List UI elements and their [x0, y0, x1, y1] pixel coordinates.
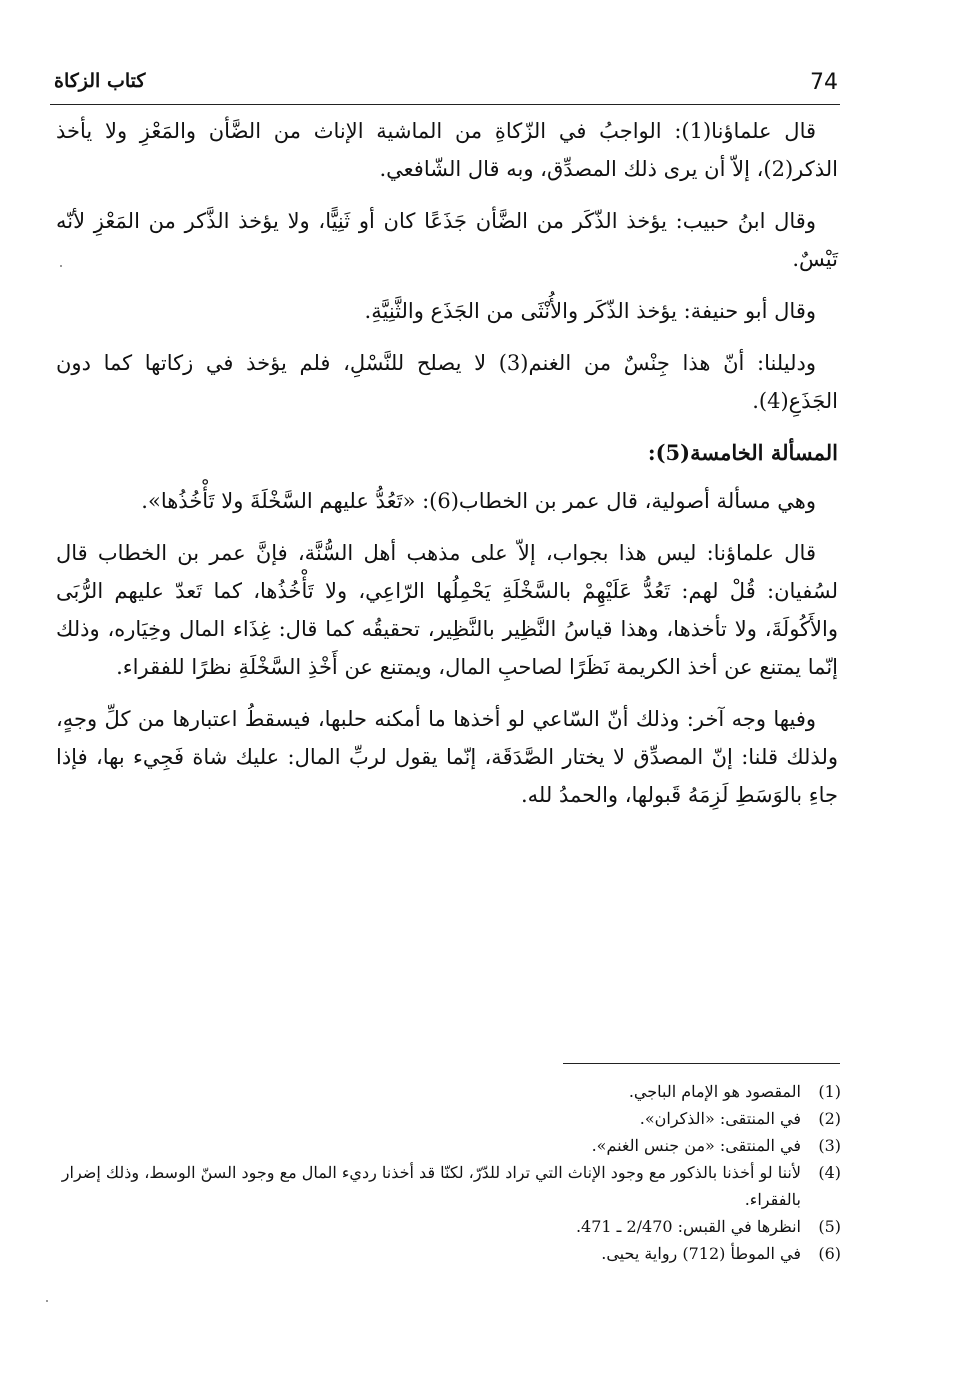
footnote-text: المقصود هو الإمام الباجي.: [628, 1082, 801, 1101]
footnote-item: [56, 1159, 841, 1213]
footnote-text: في المنتقى: «الذكران».: [639, 1109, 801, 1128]
scan-speck: [60, 265, 62, 267]
page-number: 74: [810, 70, 838, 95]
footnote-number: (3): [818, 1136, 841, 1155]
footnote-number: (6): [818, 1244, 841, 1263]
footnote-item: [56, 1132, 841, 1159]
footnote-item: [56, 1213, 841, 1240]
paragraph-2: وقال ابنُ حبيب: يؤخذ الذّكَر من الضَّأن جَذَعًا كان أو ثَنِيًّا، ولا يؤخذ الذَّكر من المَعْزِ لأنّه تَيْسٌ.: [56, 209, 838, 271]
section-heading: المسألة الخامسة(5):: [647, 440, 838, 465]
header-rule: [50, 104, 840, 105]
paragraph-4: ودليلنا: أنّ هذا جِنْسٌ من الغنم(3) لا يصلح للنَّسْلِ، فلم يؤخذ في زكاتها كما دون الجَذَعِ(4).: [56, 351, 838, 413]
footnote-text: انظرها في القبس: 2/470 ـ 471.: [575, 1217, 801, 1236]
footnote-text: لأننا لو أخذنا بالذكور مع وجود الإناث التي تراد للدّرّ، لكنّا قد أخذنا رديء المال مع وجود السنّ الوسط، وذلك إضرار بالفقراء.: [61, 1163, 801, 1209]
footnote-number: (2): [818, 1109, 841, 1128]
running-header: [48, 68, 848, 100]
footnote-text: في الموطأ (712) رواية يحيى.: [601, 1244, 801, 1263]
paragraph-7: وفيها وجه آخر: وذلك أنّ السّاعي لو أخذها ما أمكنه حلبها، فيسقطُ اعتبارها من كلِّ وجهٍ، ولذلك قلنا: إنّ المصدِّق لا يختار الصَّدَقَة، إنّما يقول لربِّ المال: عليك شاة فَجِيء بها، فإذا جاءِ بالوَسَطِ لَزِمَهُ قَبولها، والحمدُ لله.: [56, 707, 838, 807]
footnote-item: [56, 1078, 841, 1105]
footnote-number: (1): [818, 1082, 841, 1101]
main-text: [56, 112, 838, 828]
footnote-rule: [563, 1063, 840, 1064]
scan-speck: [46, 1300, 48, 1302]
footnote-item: [56, 1240, 841, 1267]
paragraph-6: قال علماؤنا: ليس هذا بجواب، إلاّ على مذهب أهل السُّنَّة، فإنَّ عمر بن الخطاب قال لسُفيان: قُلْ لهم: تَعُدُّ عَلَيْهِمْ بالسَّخْلَةِ يَحْمِلُها الرّاعِي، ولا تَأْخُذُها، كما تَعدّ عليهم الرُّبَى والأَكُولَةَ، ولا تأخذها، وهذا قياسُ النَّظِير بالنَّظِير، تحقيقُه كما قال: غِذَاء المال وخِيَاره، وذلك إنّما يمتنع عن أخذ الكريمة نَظَرًا لصاحبِ المال، ويمتنع عن أَخْذِ السَّخْلَةِ نظرًا للفقراء.: [56, 541, 838, 679]
paragraph-3: وقال أبو حنيفة: يؤخذ الذّكَر والأُنْثَى من الجَذَع والثَّنِيَّةِ.: [364, 299, 816, 323]
footnote-number: (4): [818, 1163, 841, 1182]
footnote-number: (5): [818, 1217, 841, 1236]
running-title: كتاب الزكاة: [54, 70, 146, 92]
footnote-item: [56, 1105, 841, 1132]
footnotes: [56, 1078, 841, 1267]
footnote-text: في المنتقى: «من جنس الغنم».: [591, 1136, 801, 1155]
paragraph-5: وهي مسألة أصولية، قال عمر بن الخطاب(6): «تَعُدُّ عليهم السَّخْلَةَ ولا تَأْخُذُها».: [141, 489, 816, 513]
paragraph-1: قال علماؤنا(1): الواجبُ في الزّكاةِ من الماشية الإناث من الضَّأن والمَعْزِ ولا يأخذ الذكر(2)، إلاّ أن يرى ذلك المصدِّق، وبه قال الشّافعي.: [56, 119, 838, 181]
